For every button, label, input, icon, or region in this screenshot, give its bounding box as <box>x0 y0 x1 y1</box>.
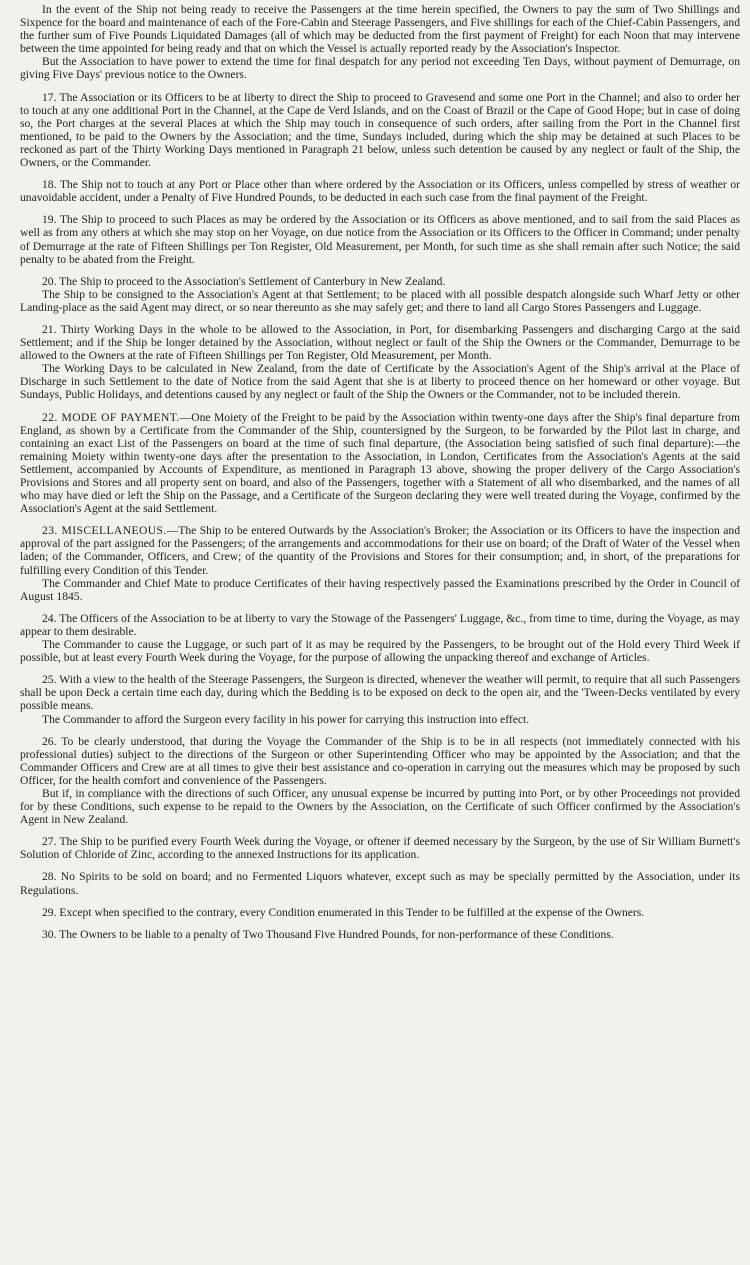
paragraph-line: 26. To be clearly understood, that during the Voyage the Commander of the Ship is to be in all respects (not immediately connected with his professional duties) subject to the directions of the Surgeon or other Superintending Officer who may be appointed by the Association; and that the Commander Officers and Crew are at all times to give their best assistance and co-operation in carrying out the measures which may be proposed by such Officer, for the health comfort and convenience of the Passengers. <box>20 734 740 787</box>
section-heading: 22. MODE OF PAYMENT. <box>42 410 180 424</box>
paragraph-line: 25. With a view to the health of the Steerage Passengers, the Surgeon is directed, whenever the weather will permit, to require that all such Passengers shall be upon Deck a certain time each day, during which the Bedding is to be exposed on deck to the open air, and the 'Tween-Decks ventilated by every possible means. <box>20 673 740 713</box>
paragraph-23-miscellaneous <box>20 524 740 603</box>
paragraph-line: 24. The Officers of the Association to be at liberty to vary the Stowage of the Passengers' Luggage, &c., from time to time, during the Voyage, as may appear to them desirable. <box>20 611 740 638</box>
paragraph-line: But if, in compliance with the directions of such Officer, any unusual expense be incurred by putting into Port, or by other Proceedings not provided for by these Conditions, such expense to be repaid to the Owners by the Association, on the Certificate of such Officer confirmed by the Association's Agent in New Zealand. <box>20 786 740 827</box>
paragraph-29 <box>20 906 740 919</box>
paragraph-line: But the Association to have power to extend the time for final despatch for any period not exceeding Ten Days, without payment of Demurrage, on giving Five Days' previous notice to the Owners. <box>20 55 740 82</box>
paragraph-28 <box>20 870 740 896</box>
paragraph-line: 18. The Ship not to touch at any Port or Place other than where ordered by the Association or its Officers, unless compelled by stress of weather or unavoidable accident, under a Penalty of Five Hundred Pounds, to be deducted in each such case from the final payment of the Freight. <box>20 178 740 205</box>
paragraph-line: 29. Except when specified to the contrary, every Condition enumerated in this Tender to be fulfilled at the expense of the Owners. <box>42 905 645 919</box>
paragraph-text: —One Moiety of the Freight to be paid by the Association within twenty-one days after the Ship's final departure from England, as shown by a Certificate from the Commander of the Ship, countersigned by the Surgeon, to be forwarded by the Pilot last in charge, and containing an exact List of the Passengers on board at the time of such final departure, (the Association being satisfied of such final departure):—the remaining Moiety within twenty-one days after the presentation to the Association, in London, Certificates from the Association's Agents at the said Settlement, accompanied by Accounts of Expenditure, as mentioned in Paragraph 13 above, showing the proper delivery of the Cargo Association's Provisions and Stores and all property sent on board, and also of the Passengers, together with a Statement of all who disembarked, and the names of all who may have died or left the Ship on the Passage, and a Certificate of the Surgeon declaring they were well treated during the Voyage, confirmed by the Association's Agent at the said Settlement. <box>20 410 740 516</box>
paragraph-line: The Ship to be consigned to the Association's Agent at that Settlement; to be placed with all possible despatch alongside such Wharf Jetty or other Landing-place as the said Agent may direct, or so near thereunto as she may safely get; and there to land all Cargo Stores Passengers and Luggage. <box>20 287 740 314</box>
paragraph-19 <box>20 213 740 265</box>
paragraph-line <box>20 411 740 516</box>
paragraph-line: In the event of the Ship not being ready to receive the Passengers at the time herein specified, the Owners to pay the sum of Two Shillings and Sixpence for the board and maintenance of each of the Fore-Cabin and Steerage Passengers, and Five shillings for each of the Chief-Cabin Passengers, and the further sum of Five Pounds Liquidated Damages (all of which may be deducted from the first payment of Freight) for each Noon that may intervene between the time appointed for being ready and that on which the Vessel is actually reported ready by the Association's Inspector. <box>20 3 740 56</box>
paragraph-line: 28. No Spirits to be sold on board; and no Fermented Liquors whatever, except such as may be specially permitted by the Association, under its Regulations. <box>20 870 740 897</box>
paragraph-line: 20. The Ship to proceed to the Association's Settlement of Canterbury in New Zealand. <box>42 274 446 288</box>
paragraph-30 <box>20 928 740 941</box>
paragraph-16-continued <box>20 3 740 82</box>
paragraph-line <box>20 524 740 576</box>
paragraph-17 <box>20 91 740 170</box>
paragraph-line: 27. The Ship to be purified every Fourth Week during the Voyage, or oftener if deemed necessary by the Surgeon, by the use of Sir William Burnett's Solution of Chloride of Zinc, according to the annexed Instructions for its application. <box>20 835 740 862</box>
paragraph-line: 17. The Association or its Officers to be at liberty to direct the Ship to proceed to Gravesend and some one Port in the Channel; and also to order her to touch at any one additional Port in the Channel, at the Cape de Verd Islands, and on the Coast of Brazil or the Cape of Good Hope; but in case of doing so, the Port charges at the several Places at which the Ship may touch in consequence of such orders, after sailing from the Port in the Channel first mentioned, to be paid to the Owners by the Association; and the time, Sundays included, during which the ship may be detained at such Places to be reckoned as part of the Thirty Working Days mentioned in Paragraph 21 below, unless such detention be caused by any neglect or fault of the Ship, the Owners, or the Commander. <box>20 90 740 170</box>
paragraph-22-mode-of-payment <box>20 411 740 516</box>
paragraph-27 <box>20 835 740 861</box>
paragraph-line: The Commander and Chief Mate to produce Certificates of their having respectively passed the Examinations prescribed by the Order in Council of August 1845. <box>20 576 740 603</box>
section-heading: 23. MISCELLANEOUS. <box>42 524 167 538</box>
paragraph-26 <box>20 735 740 827</box>
paragraph-line: 19. The Ship to proceed to such Places as may be ordered by the Association or its Officers as above mentioned, and to sail from the said Places as well as from any others at which she may stop on her Voyage, on due notice from the Association or its Officers to the Officer in Command; under penalty of Demurrage at the rate of Fifteen Shillings per Ton Register, Old Measurement, per Month, for such time as she shall remain after such Notice; the said penalty to be abated from the Freight. <box>20 213 740 266</box>
paragraph-line: The Working Days to be calculated in New Zealand, from the date of Certificate by the Association's Agent of the Ship's arrival at the Place of Discharge in such Settlement to the date of Notice from the said Agent that she is at liberty to proceed thence on her homeward or other voyage. But Sundays, Public Holidays, and detentions caused by any neglect or fault of the Ship the Owners or the Commander, not to be included therein. <box>20 362 740 402</box>
paragraph-line: The Commander to cause the Luggage, or such part of it as may be required by the Passengers, to be brought out of the Hold every Third Week if possible, but at least every Fourth Week during the Voyage, for the purpose of allowing the unpacking thereof and exchange of Articles. <box>20 638 740 665</box>
paragraph-20 <box>20 275 740 314</box>
paragraph-21 <box>20 323 740 402</box>
paragraph-25 <box>20 673 740 725</box>
paragraph-line: The Commander to afford the Surgeon every facility in his power for carrying this instruction into effect. <box>42 712 530 726</box>
paragraph-18 <box>20 178 740 204</box>
paragraph-line: 30. The Owners to be liable to a penalty of Two Thousand Five Hundred Pounds, for non-performance of these Conditions. <box>42 927 614 941</box>
paragraph-24 <box>20 612 740 664</box>
paragraph-text: —The Ship to be entered Outwards by the Association's Broker; the Association or its Officers to have the inspection and approval of the part assigned for the Passengers; of the arrangements and accommodations for their use on board; of the Draft of Water of the Vessel when laden; of the Commander, Officers, and Crew; of the quantity of the Provisions and Stores for their consumption; and, in short, of the preparations for fulfilling every Condition of this Tender. <box>20 524 741 577</box>
paragraph-line: 21. Thirty Working Days in the whole to be allowed to the Association, in Port, for disembarking Passengers and discharging Cargo at the said Settlement; and if the Ship be longer detained by the Association, without neglect or fault of the Ship the Owners or the Commander, Demurrage to be allowed to the Owners at the rate of Fifteen Shillings per Ton Register, Old Measurement, per Month. <box>20 322 740 363</box>
